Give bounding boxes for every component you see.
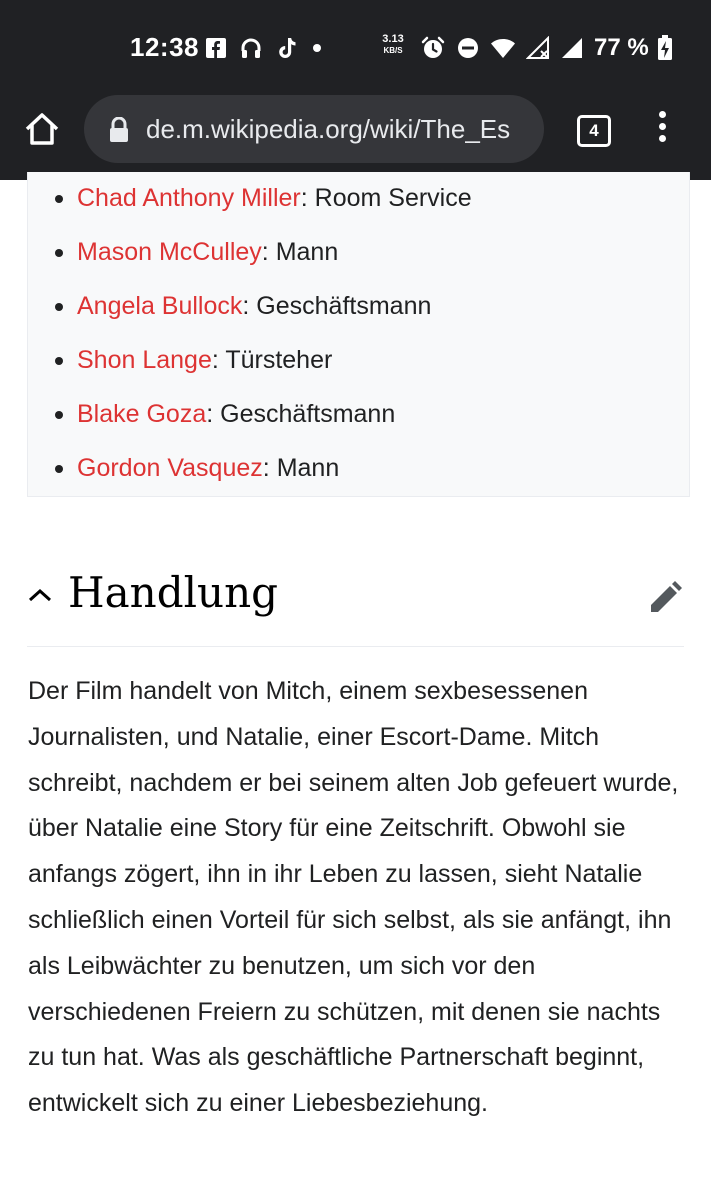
home-icon xyxy=(22,109,62,149)
separator: : xyxy=(206,400,221,428)
net-speed-unit: KB/S xyxy=(383,46,403,55)
bullet xyxy=(55,357,63,365)
pencil-icon[interactable] xyxy=(647,580,683,621)
overflow-menu-icon[interactable] xyxy=(654,111,670,147)
url-text: de.m.wikipedia.org/wiki/The_Es xyxy=(146,114,511,144)
cast-role: Room Service xyxy=(314,184,472,212)
dot-icon xyxy=(311,42,323,54)
headphones-icon xyxy=(239,36,263,60)
cast-name-link[interactable]: Gordon Vasquez xyxy=(77,454,263,482)
cast-list-box xyxy=(27,172,690,497)
cast-role: Geschäftsmann xyxy=(256,292,432,320)
heading-divider xyxy=(27,646,684,647)
cast-name-link[interactable]: Mason McCulley xyxy=(77,238,262,266)
battery-percent: 77 % xyxy=(594,34,649,61)
dnd-icon xyxy=(456,36,480,60)
list-item xyxy=(28,232,668,272)
alarm-icon xyxy=(420,35,446,61)
bullet xyxy=(55,465,63,473)
separator: : xyxy=(211,346,226,374)
cast-name-link[interactable]: Angela Bullock xyxy=(77,292,243,320)
list-item xyxy=(28,340,668,380)
cast-role: Mann xyxy=(275,238,339,266)
list-item xyxy=(28,286,668,326)
tabs-button[interactable] xyxy=(577,115,611,147)
list-item xyxy=(28,394,668,434)
section-heading[interactable] xyxy=(27,560,687,640)
separator: : xyxy=(261,238,276,266)
chevron-up-icon[interactable] xyxy=(27,586,53,609)
status-time: 12:38 xyxy=(130,32,199,62)
separator: : xyxy=(262,454,277,482)
home-button[interactable] xyxy=(22,109,62,149)
cast-role: Türsteher xyxy=(225,346,333,374)
cast-name-link[interactable]: Blake Goza xyxy=(77,400,207,428)
section-paragraph: Der Film handelt von Mitch, einem sexbesessenen Journalisten, und Natalie, einer Escort-Dame. Mitch schreibt, nachdem er bei seinem alten Job gefeuert wurde, über Natalie eine Story für eine Zeitschrift. Obwohl sie anfangs zögert, ihn in ihr Leben zu lassen, sieht Natalie schließlich einen Vorteil für sich selbst, als sie anfängt, ihn als Leibwächter zu benutzen, um sich vor den verschiedenen Freiern zu schützen, mit denen sie nachts zu tun hat. Was als geschäftliche Partnerschaft beginnt, entwickelt sich zu einer Liebesbeziehung. xyxy=(28,677,679,1118)
bullet xyxy=(55,249,63,257)
lock-icon xyxy=(108,117,130,148)
cast-name-link[interactable]: Chad Anthony Miller xyxy=(77,184,301,212)
signal-icon xyxy=(560,36,584,60)
url-bar[interactable] xyxy=(84,95,544,163)
notification-icons xyxy=(205,30,335,66)
facebook-icon xyxy=(205,37,227,59)
list-item xyxy=(28,178,668,218)
system-icons xyxy=(420,30,683,66)
separator: : xyxy=(242,292,257,320)
list-item xyxy=(28,448,668,488)
net-speed-value: 3.13 xyxy=(382,33,404,45)
bullet xyxy=(55,303,63,311)
bullet xyxy=(55,195,63,203)
cast-role: Mann xyxy=(276,454,340,482)
cast-name-link[interactable]: Shon Lange xyxy=(77,346,212,374)
section-title: Handlung xyxy=(68,568,279,617)
wifi-icon xyxy=(490,37,516,59)
bullet xyxy=(55,411,63,419)
net-speed xyxy=(378,34,408,56)
status-bar xyxy=(0,18,711,78)
cast-role: Geschäftsmann xyxy=(220,400,396,428)
battery-charging-icon xyxy=(657,35,673,61)
separator: : xyxy=(300,184,315,212)
tiktok-icon xyxy=(275,36,299,60)
address-bar-row xyxy=(0,95,711,165)
tab-count: 4 xyxy=(589,121,599,140)
signal-no-data-icon xyxy=(526,36,550,60)
browser-chrome xyxy=(0,0,711,180)
